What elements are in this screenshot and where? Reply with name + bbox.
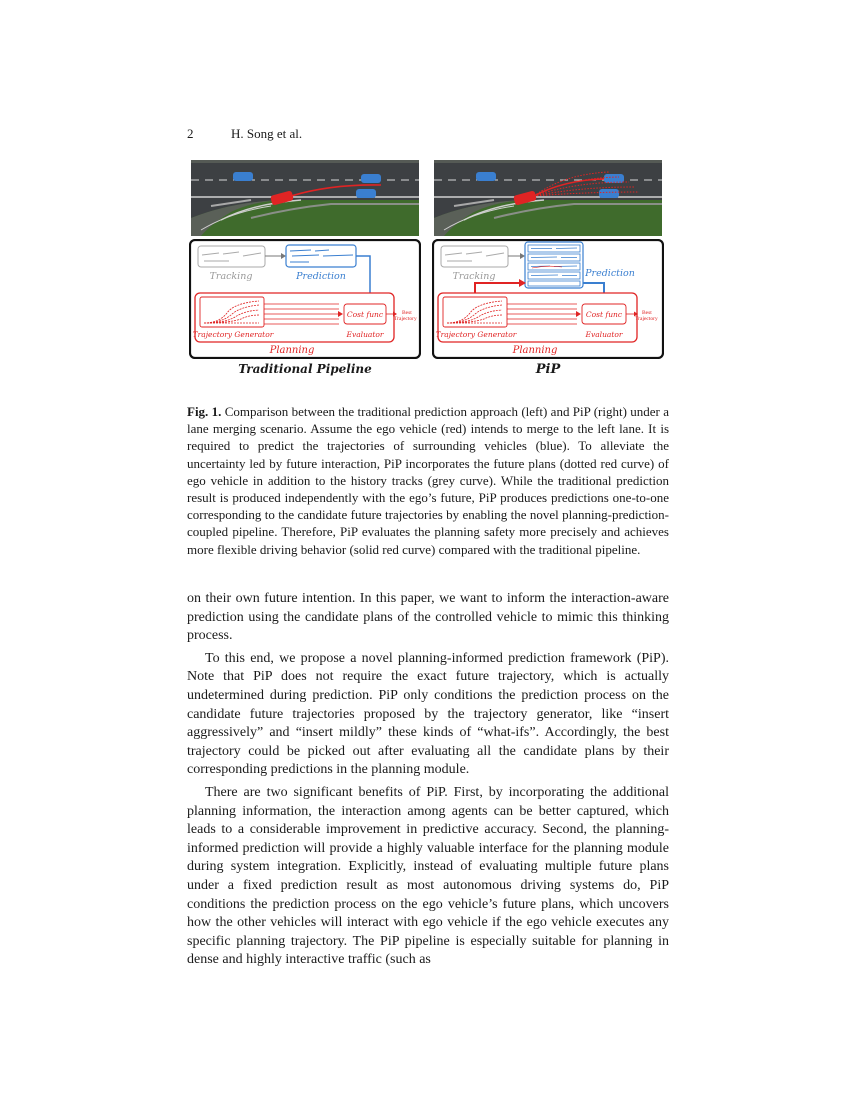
evaluator-label: Evaluator [585,330,623,339]
pip-diagram [432,239,664,359]
prediction-label: Prediction [296,271,346,282]
cost-func-label: Cost func [585,310,623,319]
trajectory-label: Trajectory [394,316,417,322]
body-text [187,590,669,970]
panel-caption-pip: PiP [535,362,561,377]
cost-func-label: Cost func [346,310,384,319]
tracking-label: Tracking [209,271,253,282]
trajectory-label: Trajectory [635,316,658,322]
evaluator-label: Evaluator [346,330,384,339]
figure-label: Fig. 1. [187,404,222,419]
caption-text: Comparison between the traditional prediction approach (left) and PiP (right) under a lane merging scenario. Assume the ego vehicle (red) intends to merge to the left lane. It is required to predict the trajectories of surrounding vehicles (blue). To alleviate the uncertainty led by future interaction, PiP incorporates the future plans (dotted red curve) of ego vehicle in addition to the history tracks (grey curve). While the traditional prediction result is produced independently with the ego’s future, PiP produces predictions one-to-one corresponding to the candidate future trajectories by enabling the novel planning-prediction-coupled pipeline. Therefore, PiP evaluates the planning safety more precisely and achieves more flexible driving behavior (solid red curve) compared with the traditional pipeline. [187,404,669,557]
panel-caption-traditional: Traditional Pipeline [238,362,372,376]
blue-car [233,172,253,181]
running-authors: H. Song et al. [231,126,303,141]
paragraph: There are two significant benefits of PiP. First, by incorporating the additional planning information, the interaction among agents can be better captured, which leads to a considerable improvement in predictive accuracy. Second, the planning-informed prediction will provide a highly valuable interface for the planning module during system integration. Explicitly, instead of evaluating multiple future plans under a fixed prediction result as most autonomous driving systems do, PiP conditions the prediction process on the ego vehicle’s future plans, which uncovers how the other vehicles will interact with ego vehicle if the ego vehicle executes any specific planning trajectory. The PiP pipeline is especially suitable for planning in dense and highly interactive traffic (such as [187,784,669,968]
blue-car [476,172,496,181]
aerial-road-image-right [434,160,662,236]
prediction-label: Prediction [585,268,635,279]
page-number: 2 [187,126,194,141]
figure-1 [189,160,665,382]
blue-car [599,189,619,198]
trajectory-generator-label: Trajectory Generator [192,330,274,339]
paragraph: on their own future intention. In this paper, we want to inform the interaction-aware prediction using the candidate plans of the controlled vehicle to mimic this thinking process. [187,591,669,644]
planning-label: Planning [269,345,315,356]
aerial-road-image-left [191,160,419,236]
trajectory-generator-label: Trajectory Generator [435,330,517,339]
figure-caption [187,403,669,558]
blue-car [361,174,381,183]
best-label: Best [402,310,412,316]
blue-car [604,174,624,183]
page-header [187,126,302,142]
paragraph: To this end, we propose a novel planning-informed prediction framework (PiP). Note that PiP does not require the exact future trajectory, which is actually undetermined during prediction. PiP only conditions the prediction process on the candidate future trajectories proposed by the trajectory generator, like “insert aggressively” and “insert mildly” these kinds of “what-ifs”. Accordingly, the best trajectory could be picked out after evaluating all the candidate plans by their corresponding predictions in the planning module. [187,650,669,778]
blue-car [356,189,376,198]
tracking-label: Tracking [452,271,496,282]
planning-label: Planning [512,345,558,356]
best-label: Best [642,310,652,316]
traditional-pipeline-diagram [189,239,421,359]
